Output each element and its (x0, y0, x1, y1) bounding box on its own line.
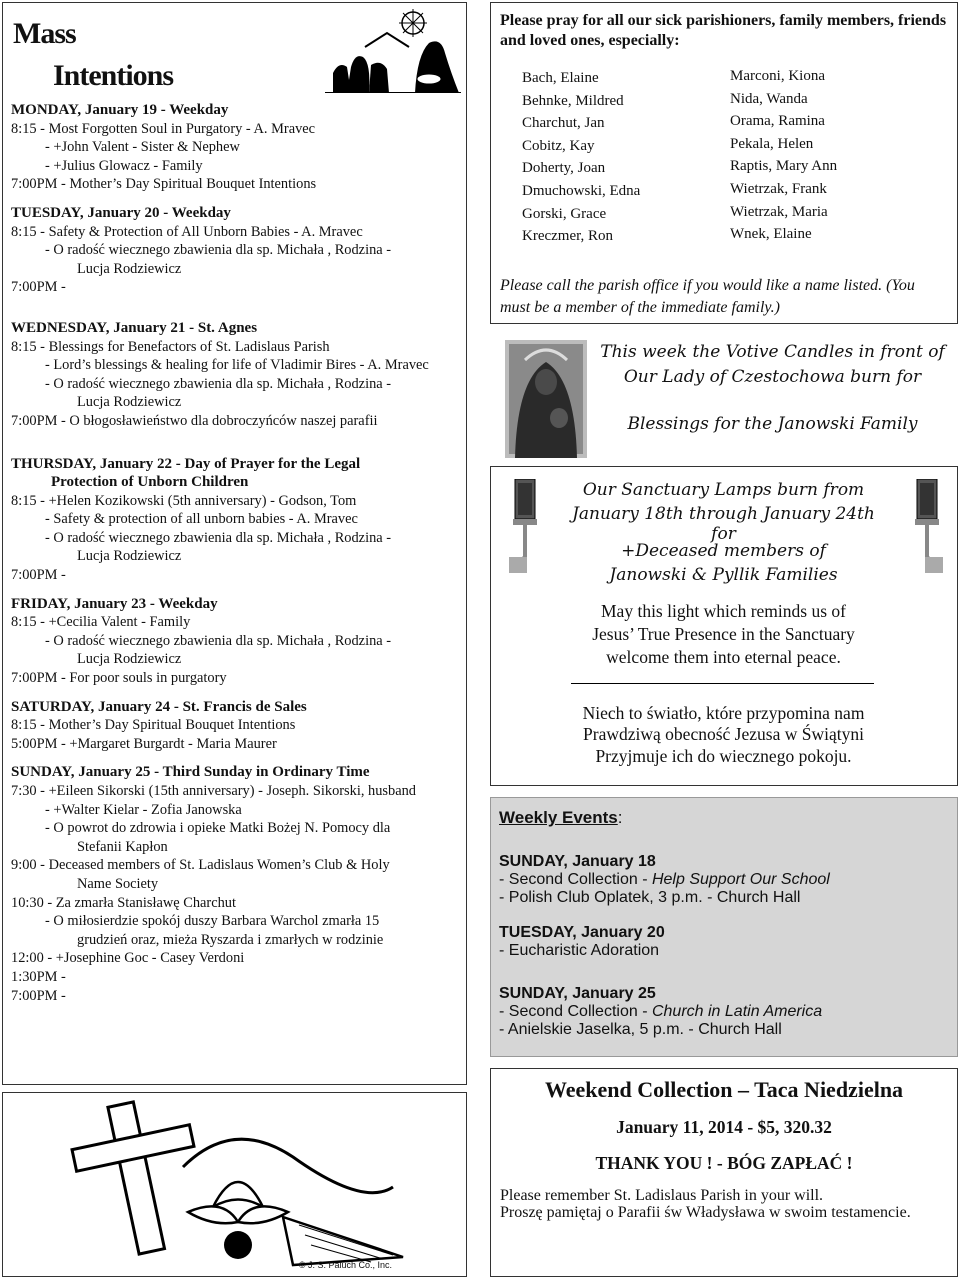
day-heading: WEDNESDAY, January 21 - St. Agnes (11, 319, 258, 336)
intention-line: Stefanii Kapłon (77, 838, 168, 855)
sanctuary-en2: Jesus’ True Presence in the Sanctuary (592, 624, 855, 644)
intention-line: 8:15 - +Cecilia Valent - Family (11, 614, 191, 631)
day-heading: MONDAY, January 19 - Weekday (11, 102, 229, 118)
sanctuary-line1: Our Sanctuary Lamps burn from (582, 480, 865, 500)
prayer-name: Kreczmer, Ron (522, 228, 614, 245)
intention-line: 10:30 - Za zmarła Stanisławę Charchut (11, 894, 236, 911)
events-title-text: Weekly Events (499, 808, 618, 827)
prayer-name: Wietrzak, Frank (730, 180, 827, 197)
event-day-heading: SUNDAY, January 18 (499, 853, 656, 870)
sanctuary-pl3: Przyjmuje ich do wiecznego pokoju. (595, 746, 852, 766)
prayer-list-panel (490, 2, 958, 324)
event-day-heading: SUNDAY, January 25 (499, 985, 656, 1002)
intention-line: 9:00 - Deceased members of St. Ladislaus Women’s Club & Holy (11, 857, 390, 874)
intention-line: 7:00PM - (11, 279, 66, 296)
prayer-names-col2 (730, 65, 837, 246)
intention-line: Lucja Rodziewicz (77, 548, 182, 565)
event-item-text: - Second Collection - (499, 871, 652, 888)
sanctuary-en3: welcome them into eternal peace. (606, 647, 841, 667)
day-gap (11, 194, 458, 204)
prayer-heading: Please pray for all our sick parishioners, family members, friends and loved ones, especially: (500, 12, 947, 49)
sanctuary-pl1: Niech to światło, które przypomina nam (582, 703, 865, 723)
intention-line: 7:00PM - For poor souls in purgatory (11, 670, 227, 687)
prayer-name: Wietrzak, Maria (730, 203, 828, 220)
our-lady-icon (505, 340, 587, 458)
cross-dove-illustration (63, 1097, 413, 1267)
sanctuary-lamp-panel (490, 466, 958, 786)
sanctuary-line4: Janowski & Pyllik Families (609, 565, 838, 585)
intention-line: 8:15 - Blessings for Benefactors of St. Ladislaus Parish (11, 338, 330, 355)
day-gap (11, 688, 458, 698)
collection-amount: January 11, 2014 - $5, 320.32 (616, 1117, 832, 1137)
event-item-text: - Anielskie Jaselka, 5 p.m. - Church Hall (499, 1021, 782, 1038)
intention-line: - +Julius Glowacz - Family (45, 157, 203, 174)
intention-line: Lucja Rodziewicz (77, 394, 182, 411)
day-gap (11, 585, 458, 595)
prayer-name: Behnke, Mildred (522, 92, 624, 109)
intention-line: 8:15 - Safety & Protection of All Unborn Babies - A. Mravec (11, 223, 363, 240)
collection-thanks: THANK YOU ! - BÓG ZAPŁAĆ ! (595, 1153, 853, 1173)
copyright-text: © J. S. Paluch Co., Inc. (298, 1260, 392, 1270)
prayer-name: Dmuchowski, Edna (522, 182, 641, 199)
event-item (499, 1021, 951, 1039)
prayer-name: Marconi, Kiona (730, 68, 825, 84)
prayer-names-col1 (522, 67, 640, 248)
intention-line: 1:30PM - (11, 968, 66, 985)
day-heading: TUESDAY, January 20 - Weekday (11, 204, 231, 221)
event-group (499, 985, 951, 1039)
intention-line: - O radość wiecznego zbawienia dla sp. Michała , Rodzina - (45, 632, 392, 649)
votive-line1: This week the Votive Candles in front of (600, 342, 945, 362)
sanctuary-en1: May this light which reminds us of (601, 601, 846, 621)
prayer-name: Pekala, Helen (730, 135, 814, 152)
event-item (499, 889, 951, 907)
intention-line: - O radość wiecznego zbawienia dla sp. Michała , Rodzina - (45, 529, 392, 546)
intention-line: 8:15 - +Helen Kozikowski (5th anniversary) - Godson, Tom (11, 492, 357, 509)
votive-line3: Blessings for the Janowski Family (627, 414, 918, 434)
intention-line: 7:00PM - Mother’s Day Spiritual Bouquet Intentions (11, 176, 317, 193)
intention-line: 7:00PM - (11, 567, 66, 584)
intention-line: - Safety & protection of all unborn babies - A. Mravec (45, 511, 358, 528)
event-item-text: - Second Collection - (499, 1003, 652, 1020)
nativity-illustration (325, 7, 461, 93)
event-item (499, 871, 951, 889)
events-title (499, 809, 951, 827)
sanctuary-line2: January 18th through January 24th for (572, 504, 875, 544)
sanctuary-lamp-icon (901, 479, 943, 575)
day-heading: THURSDAY, January 22 - Day of Prayer for the Legal (11, 455, 361, 472)
event-group (499, 924, 951, 960)
intention-line: 5:00PM - +Margaret Burgardt - Maria Maurer (11, 735, 277, 752)
intention-line: - +John Valent - Sister & Nephew (45, 139, 240, 156)
event-item (499, 1003, 951, 1021)
intention-line: - O radość wiecznego zbawienia dla sp. Michała , Rodzina - (45, 375, 392, 392)
event-item-text: - Polish Club Oplatek, 3 p.m. - Church Hall (499, 889, 801, 906)
sanctuary-pl2: Prawdziwą obecność Jezusa w Świątyni (583, 724, 864, 744)
intention-line: 8:15 - Mother’s Day Spiritual Bouquet Intentions (11, 717, 296, 734)
intention-line: - O miłosierdzie spokój duszy Barbara Warchol zmarła 15 (45, 913, 380, 930)
intention-line: Lucja Rodziewicz (77, 260, 182, 277)
day-heading: SATURDAY, January 24 - St. Francis de Sales (11, 698, 307, 715)
intention-line: Name Society (77, 875, 159, 892)
intention-line: 7:00PM - (11, 987, 66, 1004)
day-heading: FRIDAY, January 23 - Weekday (11, 595, 218, 612)
event-item-emphasis: Help Support Our School (651, 871, 830, 888)
prayer-name: Gorski, Grace (522, 205, 607, 222)
prayer-name: Orama, Ramina (730, 113, 825, 130)
intention-line: - +Walter Kielar - Zofia Janowska (45, 801, 242, 818)
art-panel (2, 1092, 467, 1277)
day-gap (11, 297, 458, 319)
intention-line: Lucja Rodziewicz (77, 651, 182, 668)
sanctuary-divider (571, 683, 874, 684)
intention-line: - Lord’s blessings & healing for life of Vladimir Bires - A. Mravec (45, 357, 429, 374)
event-day-heading: TUESDAY, January 20 (499, 924, 665, 941)
prayer-name: Bach, Elaine (522, 70, 599, 86)
event-item-emphasis: Church in Latin America (651, 1003, 823, 1020)
day-heading-cont: Protection of Unborn Children (51, 474, 249, 491)
prayer-name: Wnek, Elaine (730, 226, 812, 243)
weekly-events-panel (490, 797, 958, 1057)
events-title-colon: : (617, 808, 623, 827)
mass-title-line1: Mass (13, 17, 76, 50)
votive-line2: Our Lady of Czestochowa burn for (623, 367, 922, 387)
mass-intentions-panel (2, 2, 467, 1085)
prayer-name: Nida, Wanda (730, 90, 808, 107)
intention-line: 7:30 - +Eileen Sikorski (15th anniversary) - Joseph. Sikorski, husband (11, 783, 417, 799)
event-item (499, 942, 951, 960)
mass-title-line2: Intentions (53, 59, 174, 92)
collection-will-en: Please remember St. Ladislaus Parish in your will. (500, 1187, 824, 1204)
collection-panel (490, 1068, 958, 1277)
prayer-name: Doherty, Joan (522, 160, 606, 177)
event-item-text: - Eucharistic Adoration (499, 942, 660, 959)
intention-line: 7:00PM - O błogosławieństwo dla dobroczyńców naszej parafii (11, 412, 378, 429)
intention-line: - O powrot do zdrowia i opieke Matki Bożej N. Pomocy dla (45, 820, 391, 837)
sanctuary-line3: +Deceased members of (621, 541, 826, 561)
intention-line: grudzień oraz, mieża Ryszarda i zmarłych w rodzinie (77, 931, 384, 948)
prayer-note: Please call the parish office if you would like a name listed. (You must be a member of the immediate family.) (500, 277, 915, 316)
sanctuary-lamp-icon (509, 479, 551, 575)
day-heading: SUNDAY, January 25 - Third Sunday in Ordinary Time (11, 764, 370, 781)
day-gap (11, 431, 458, 455)
event-group (499, 853, 951, 907)
prayer-name: Raptis, Mary Ann (730, 158, 838, 175)
intention-line: 12:00 - +Josephine Goc - Casey Verdoni (11, 950, 245, 967)
collection-title: Weekend Collection – Taca Niedzielna (544, 1077, 904, 1102)
collection-will-pl: Proszę pamiętaj o Parafii św Władysława w swoim testamencie. (500, 1204, 911, 1221)
prayer-name: Charchut, Jan (522, 115, 605, 132)
collection-will (500, 1187, 949, 1221)
intention-line: - O radość wiecznego zbawienia dla sp. Michała , Rodzina - (45, 242, 392, 259)
mass-schedule (11, 101, 458, 1005)
intention-line: 8:15 - Most Forgotten Soul in Purgatory - A. Mravec (11, 120, 316, 137)
day-gap (11, 753, 458, 763)
prayer-name: Cobitz, Kay (522, 137, 595, 154)
